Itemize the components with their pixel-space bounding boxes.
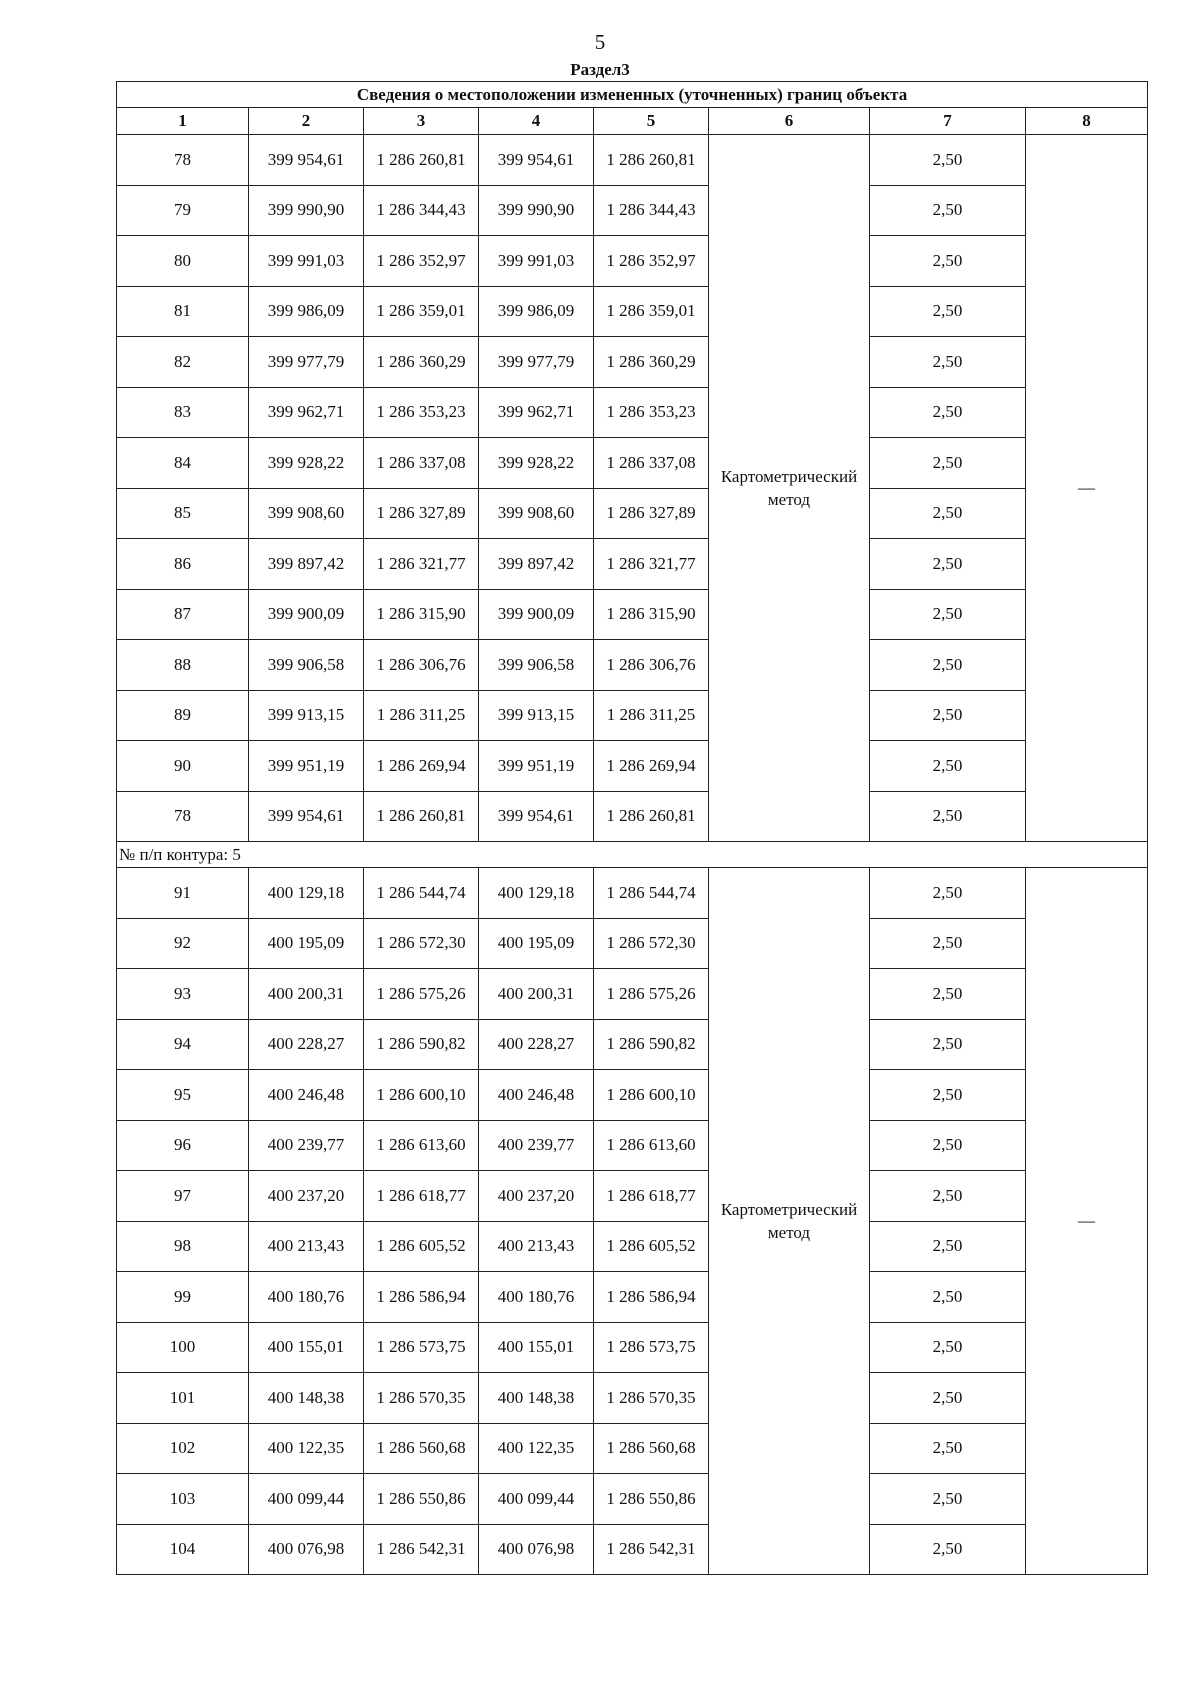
table-row bbox=[117, 640, 1148, 691]
y-new-cell: 1 286 550,86 bbox=[594, 1474, 709, 1525]
x-new-cell: 400 129,18 bbox=[479, 868, 594, 919]
method-cell: Картометрический метод bbox=[709, 868, 870, 1575]
y-new-cell: 1 286 311,25 bbox=[594, 690, 709, 741]
column-number-1: 1 bbox=[117, 108, 249, 135]
x-new-cell: 399 906,58 bbox=[479, 640, 594, 691]
column-number-6: 6 bbox=[709, 108, 870, 135]
accuracy-cell: 2,50 bbox=[870, 387, 1026, 438]
accuracy-cell: 2,50 bbox=[870, 918, 1026, 969]
y-old-cell: 1 286 572,30 bbox=[364, 918, 479, 969]
x-new-cell: 399 951,19 bbox=[479, 741, 594, 792]
y-old-cell: 1 286 560,68 bbox=[364, 1423, 479, 1474]
y-new-cell: 1 286 618,77 bbox=[594, 1171, 709, 1222]
accuracy-cell: 2,50 bbox=[870, 286, 1026, 337]
table-row bbox=[117, 135, 1148, 186]
accuracy-cell: 2,50 bbox=[870, 1171, 1026, 1222]
column-number-3: 3 bbox=[364, 108, 479, 135]
table-row bbox=[117, 387, 1148, 438]
contour-label: № п/п контура: 5 bbox=[117, 842, 1148, 868]
y-old-cell: 1 286 344,43 bbox=[364, 185, 479, 236]
table-row bbox=[117, 791, 1148, 842]
x-new-cell: 399 900,09 bbox=[479, 589, 594, 640]
table-row bbox=[117, 690, 1148, 741]
accuracy-cell: 2,50 bbox=[870, 1221, 1026, 1272]
x-new-cell: 400 213,43 bbox=[479, 1221, 594, 1272]
x-new-cell: 400 122,35 bbox=[479, 1423, 594, 1474]
accuracy-cell: 2,50 bbox=[870, 1322, 1026, 1373]
x-old-cell: 400 099,44 bbox=[249, 1474, 364, 1525]
point-number-cell: 99 bbox=[117, 1272, 249, 1323]
x-new-cell: 400 076,98 bbox=[479, 1524, 594, 1575]
y-old-cell: 1 286 590,82 bbox=[364, 1019, 479, 1070]
x-new-cell: 400 237,20 bbox=[479, 1171, 594, 1222]
accuracy-cell: 2,50 bbox=[870, 236, 1026, 287]
accuracy-cell: 2,50 bbox=[870, 488, 1026, 539]
accuracy-cell: 2,50 bbox=[870, 741, 1026, 792]
y-old-cell: 1 286 359,01 bbox=[364, 286, 479, 337]
y-new-cell: 1 286 352,97 bbox=[594, 236, 709, 287]
accuracy-cell: 2,50 bbox=[870, 1423, 1026, 1474]
y-old-cell: 1 286 337,08 bbox=[364, 438, 479, 489]
x-old-cell: 399 954,61 bbox=[249, 135, 364, 186]
accuracy-cell: 2,50 bbox=[870, 1524, 1026, 1575]
y-new-cell: 1 286 306,76 bbox=[594, 640, 709, 691]
point-number-cell: 98 bbox=[117, 1221, 249, 1272]
x-old-cell: 399 990,90 bbox=[249, 185, 364, 236]
table-row bbox=[117, 185, 1148, 236]
x-old-cell: 399 908,60 bbox=[249, 488, 364, 539]
table-row bbox=[117, 868, 1148, 919]
x-new-cell: 400 148,38 bbox=[479, 1373, 594, 1424]
table-row bbox=[117, 1524, 1148, 1575]
y-new-cell: 1 286 344,43 bbox=[594, 185, 709, 236]
y-new-cell: 1 286 260,81 bbox=[594, 135, 709, 186]
column-number-7: 7 bbox=[870, 108, 1026, 135]
x-new-cell: 399 990,90 bbox=[479, 185, 594, 236]
y-new-cell: 1 286 353,23 bbox=[594, 387, 709, 438]
accuracy-cell: 2,50 bbox=[870, 185, 1026, 236]
x-new-cell: 399 908,60 bbox=[479, 488, 594, 539]
point-number-cell: 78 bbox=[117, 791, 249, 842]
point-number-cell: 82 bbox=[117, 337, 249, 388]
column-number-5: 5 bbox=[594, 108, 709, 135]
x-new-cell: 399 954,61 bbox=[479, 791, 594, 842]
table-caption: Сведения о местоположении измененных (уточненных) границ объекта bbox=[117, 82, 1148, 108]
x-new-cell: 399 913,15 bbox=[479, 690, 594, 741]
point-number-cell: 90 bbox=[117, 741, 249, 792]
y-old-cell: 1 286 321,77 bbox=[364, 539, 479, 590]
x-old-cell: 400 228,27 bbox=[249, 1019, 364, 1070]
table-row bbox=[117, 1019, 1148, 1070]
table-row bbox=[117, 1120, 1148, 1171]
accuracy-cell: 2,50 bbox=[870, 969, 1026, 1020]
x-old-cell: 399 991,03 bbox=[249, 236, 364, 287]
x-old-cell: 399 913,15 bbox=[249, 690, 364, 741]
point-number-cell: 103 bbox=[117, 1474, 249, 1525]
x-new-cell: 400 155,01 bbox=[479, 1322, 594, 1373]
table-row bbox=[117, 236, 1148, 287]
table-row bbox=[117, 1423, 1148, 1474]
point-number-cell: 84 bbox=[117, 438, 249, 489]
y-new-cell: 1 286 613,60 bbox=[594, 1120, 709, 1171]
point-number-cell: 79 bbox=[117, 185, 249, 236]
y-new-cell: 1 286 360,29 bbox=[594, 337, 709, 388]
y-new-cell: 1 286 542,31 bbox=[594, 1524, 709, 1575]
point-number-cell: 92 bbox=[117, 918, 249, 969]
y-new-cell: 1 286 327,89 bbox=[594, 488, 709, 539]
accuracy-cell: 2,50 bbox=[870, 868, 1026, 919]
point-number-cell: 102 bbox=[117, 1423, 249, 1474]
point-number-cell: 100 bbox=[117, 1322, 249, 1373]
x-old-cell: 400 122,35 bbox=[249, 1423, 364, 1474]
y-new-cell: 1 286 600,10 bbox=[594, 1070, 709, 1121]
table-row bbox=[117, 969, 1148, 1020]
x-new-cell: 400 180,76 bbox=[479, 1272, 594, 1323]
y-new-cell: 1 286 359,01 bbox=[594, 286, 709, 337]
x-old-cell: 399 906,58 bbox=[249, 640, 364, 691]
x-old-cell: 400 180,76 bbox=[249, 1272, 364, 1323]
table-row bbox=[117, 488, 1148, 539]
x-old-cell: 399 928,22 bbox=[249, 438, 364, 489]
x-new-cell: 399 962,71 bbox=[479, 387, 594, 438]
x-old-cell: 399 897,42 bbox=[249, 539, 364, 590]
y-new-cell: 1 286 586,94 bbox=[594, 1272, 709, 1323]
x-old-cell: 400 246,48 bbox=[249, 1070, 364, 1121]
column-numbers-row bbox=[117, 108, 1148, 135]
x-new-cell: 399 986,09 bbox=[479, 286, 594, 337]
section-title: Раздел3 bbox=[570, 60, 630, 79]
x-new-cell: 400 099,44 bbox=[479, 1474, 594, 1525]
point-number-cell: 88 bbox=[117, 640, 249, 691]
accuracy-cell: 2,50 bbox=[870, 337, 1026, 388]
table-row bbox=[117, 1322, 1148, 1373]
table-row bbox=[117, 741, 1148, 792]
accuracy-cell: 2,50 bbox=[870, 1474, 1026, 1525]
accuracy-cell: 2,50 bbox=[870, 640, 1026, 691]
method-cell: Картометрический метод bbox=[709, 135, 870, 842]
y-old-cell: 1 286 570,35 bbox=[364, 1373, 479, 1424]
x-old-cell: 399 986,09 bbox=[249, 286, 364, 337]
y-new-cell: 1 286 575,26 bbox=[594, 969, 709, 1020]
x-old-cell: 400 155,01 bbox=[249, 1322, 364, 1373]
accuracy-cell: 2,50 bbox=[870, 690, 1026, 741]
y-old-cell: 1 286 542,31 bbox=[364, 1524, 479, 1575]
boundary-coordinates-table bbox=[116, 81, 1148, 1575]
x-old-cell: 399 962,71 bbox=[249, 387, 364, 438]
point-number-cell: 78 bbox=[117, 135, 249, 186]
note-cell: — bbox=[1026, 135, 1148, 842]
x-old-cell: 400 148,38 bbox=[249, 1373, 364, 1424]
table-row bbox=[117, 1070, 1148, 1121]
table-row bbox=[117, 1171, 1148, 1222]
accuracy-cell: 2,50 bbox=[870, 1120, 1026, 1171]
point-number-cell: 94 bbox=[117, 1019, 249, 1070]
point-number-cell: 87 bbox=[117, 589, 249, 640]
y-new-cell: 1 286 573,75 bbox=[594, 1322, 709, 1373]
column-number-4: 4 bbox=[479, 108, 594, 135]
y-new-cell: 1 286 544,74 bbox=[594, 868, 709, 919]
table-row bbox=[117, 1272, 1148, 1323]
x-old-cell: 400 239,77 bbox=[249, 1120, 364, 1171]
point-number-cell: 85 bbox=[117, 488, 249, 539]
accuracy-cell: 2,50 bbox=[870, 791, 1026, 842]
x-new-cell: 400 246,48 bbox=[479, 1070, 594, 1121]
point-number-cell: 89 bbox=[117, 690, 249, 741]
y-new-cell: 1 286 269,94 bbox=[594, 741, 709, 792]
note-cell: — bbox=[1026, 868, 1148, 1575]
y-old-cell: 1 286 260,81 bbox=[364, 791, 479, 842]
x-old-cell: 400 129,18 bbox=[249, 868, 364, 919]
point-number-cell: 93 bbox=[117, 969, 249, 1020]
y-new-cell: 1 286 321,77 bbox=[594, 539, 709, 590]
table-row bbox=[117, 589, 1148, 640]
x-old-cell: 399 954,61 bbox=[249, 791, 364, 842]
point-number-cell: 83 bbox=[117, 387, 249, 438]
point-number-cell: 96 bbox=[117, 1120, 249, 1171]
x-new-cell: 399 928,22 bbox=[479, 438, 594, 489]
x-old-cell: 400 237,20 bbox=[249, 1171, 364, 1222]
y-new-cell: 1 286 337,08 bbox=[594, 438, 709, 489]
contour-label-row bbox=[117, 842, 1148, 868]
y-old-cell: 1 286 352,97 bbox=[364, 236, 479, 287]
y-old-cell: 1 286 544,74 bbox=[364, 868, 479, 919]
accuracy-cell: 2,50 bbox=[870, 1373, 1026, 1424]
accuracy-cell: 2,50 bbox=[870, 1019, 1026, 1070]
y-old-cell: 1 286 618,77 bbox=[364, 1171, 479, 1222]
x-new-cell: 399 954,61 bbox=[479, 135, 594, 186]
accuracy-cell: 2,50 bbox=[870, 1070, 1026, 1121]
y-new-cell: 1 286 605,52 bbox=[594, 1221, 709, 1272]
y-new-cell: 1 286 572,30 bbox=[594, 918, 709, 969]
table-row bbox=[117, 1373, 1148, 1424]
table-row bbox=[117, 337, 1148, 388]
y-old-cell: 1 286 260,81 bbox=[364, 135, 479, 186]
x-old-cell: 400 213,43 bbox=[249, 1221, 364, 1272]
point-number-cell: 86 bbox=[117, 539, 249, 590]
y-new-cell: 1 286 560,68 bbox=[594, 1423, 709, 1474]
x-old-cell: 400 195,09 bbox=[249, 918, 364, 969]
accuracy-cell: 2,50 bbox=[870, 589, 1026, 640]
x-new-cell: 399 991,03 bbox=[479, 236, 594, 287]
column-number-2: 2 bbox=[249, 108, 364, 135]
y-old-cell: 1 286 550,86 bbox=[364, 1474, 479, 1525]
y-new-cell: 1 286 590,82 bbox=[594, 1019, 709, 1070]
x-new-cell: 399 977,79 bbox=[479, 337, 594, 388]
column-number-8: 8 bbox=[1026, 108, 1148, 135]
x-old-cell: 399 977,79 bbox=[249, 337, 364, 388]
point-number-cell: 101 bbox=[117, 1373, 249, 1424]
y-old-cell: 1 286 315,90 bbox=[364, 589, 479, 640]
y-old-cell: 1 286 586,94 bbox=[364, 1272, 479, 1323]
table-row bbox=[117, 1221, 1148, 1272]
y-new-cell: 1 286 570,35 bbox=[594, 1373, 709, 1424]
y-old-cell: 1 286 306,76 bbox=[364, 640, 479, 691]
accuracy-cell: 2,50 bbox=[870, 135, 1026, 186]
table-row bbox=[117, 286, 1148, 337]
y-new-cell: 1 286 315,90 bbox=[594, 589, 709, 640]
point-number-cell: 80 bbox=[117, 236, 249, 287]
table-row bbox=[117, 918, 1148, 969]
point-number-cell: 97 bbox=[117, 1171, 249, 1222]
y-old-cell: 1 286 600,10 bbox=[364, 1070, 479, 1121]
x-old-cell: 400 200,31 bbox=[249, 969, 364, 1020]
x-new-cell: 400 228,27 bbox=[479, 1019, 594, 1070]
accuracy-cell: 2,50 bbox=[870, 1272, 1026, 1323]
x-old-cell: 399 951,19 bbox=[249, 741, 364, 792]
accuracy-cell: 2,50 bbox=[870, 539, 1026, 590]
y-old-cell: 1 286 613,60 bbox=[364, 1120, 479, 1171]
x-new-cell: 400 200,31 bbox=[479, 969, 594, 1020]
point-number-cell: 104 bbox=[117, 1524, 249, 1575]
y-old-cell: 1 286 353,23 bbox=[364, 387, 479, 438]
point-number-cell: 95 bbox=[117, 1070, 249, 1121]
point-number-cell: 81 bbox=[117, 286, 249, 337]
page-number: 5 bbox=[594, 30, 606, 54]
y-old-cell: 1 286 311,25 bbox=[364, 690, 479, 741]
y-new-cell: 1 286 260,81 bbox=[594, 791, 709, 842]
x-new-cell: 399 897,42 bbox=[479, 539, 594, 590]
y-old-cell: 1 286 360,29 bbox=[364, 337, 479, 388]
x-old-cell: 399 900,09 bbox=[249, 589, 364, 640]
y-old-cell: 1 286 575,26 bbox=[364, 969, 479, 1020]
table-row bbox=[117, 438, 1148, 489]
table-row bbox=[117, 1474, 1148, 1525]
x-new-cell: 400 195,09 bbox=[479, 918, 594, 969]
x-new-cell: 400 239,77 bbox=[479, 1120, 594, 1171]
y-old-cell: 1 286 605,52 bbox=[364, 1221, 479, 1272]
accuracy-cell: 2,50 bbox=[870, 438, 1026, 489]
y-old-cell: 1 286 327,89 bbox=[364, 488, 479, 539]
y-old-cell: 1 286 269,94 bbox=[364, 741, 479, 792]
y-old-cell: 1 286 573,75 bbox=[364, 1322, 479, 1373]
x-old-cell: 400 076,98 bbox=[249, 1524, 364, 1575]
point-number-cell: 91 bbox=[117, 868, 249, 919]
table-row bbox=[117, 539, 1148, 590]
